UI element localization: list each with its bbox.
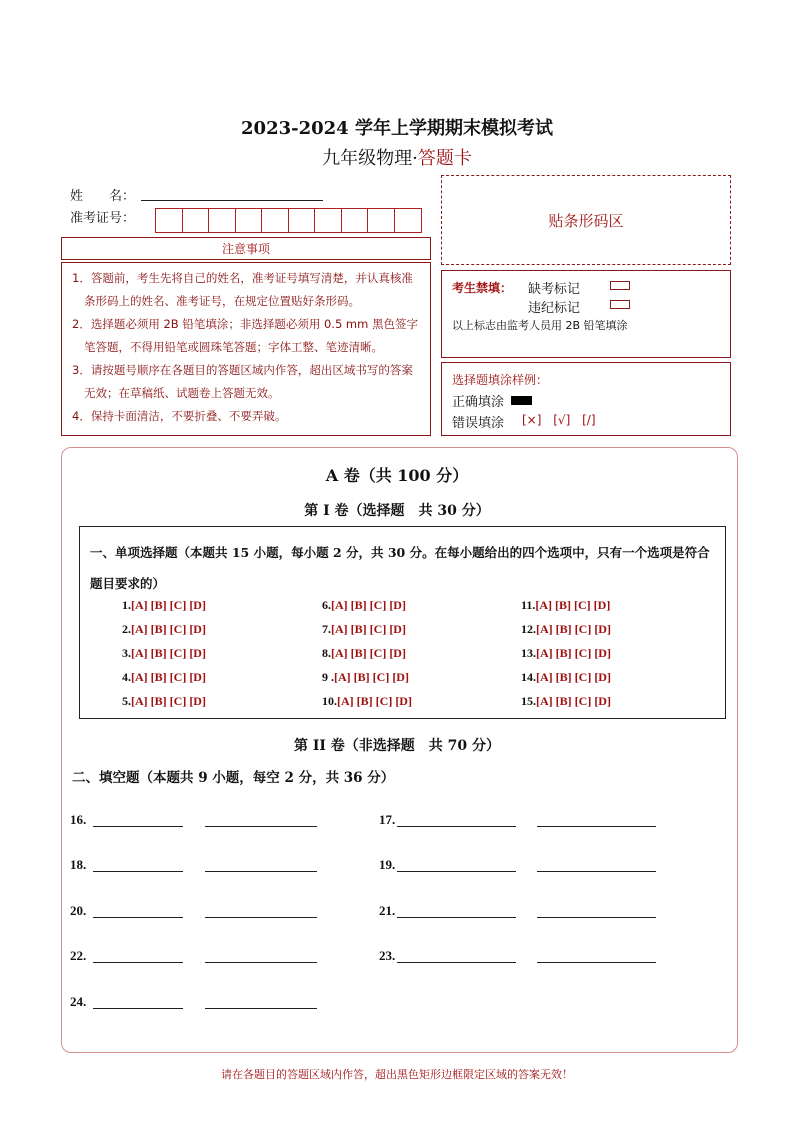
- question-number: 12.: [521, 622, 536, 636]
- absent-checkbox[interactable]: [610, 281, 630, 290]
- answer-blank[interactable]: [93, 826, 183, 827]
- answer-options[interactable]: [A] [B] [C] [D]: [331, 598, 406, 612]
- fill-question-number: 18.: [70, 857, 87, 872]
- exam-marks-note: 以上标志由监考人员用 2B 铅笔填涂: [452, 319, 628, 332]
- violation-checkbox[interactable]: [610, 300, 630, 309]
- answer-options[interactable]: [A] [B] [C] [D]: [536, 646, 611, 660]
- part2-title: 第 II 卷（非选择题 共 70 分）: [293, 738, 501, 754]
- subtitle-card: 答题卡: [417, 148, 472, 169]
- question-number: 10.: [322, 694, 337, 708]
- question-number: 3.: [122, 646, 131, 660]
- exam-marks-box: [441, 270, 731, 358]
- question-number: 1.: [122, 598, 131, 612]
- sample-title: 选择题填涂样例：: [452, 373, 549, 387]
- footer-warning: 请在各题目的答题区域内作答，超出黑色矩形边框限定区域的答案无效！: [221, 1068, 573, 1081]
- answer-blank[interactable]: [205, 871, 317, 872]
- answer-options[interactable]: [A] [B] [C] [D]: [131, 694, 206, 708]
- answer-blank[interactable]: [397, 917, 516, 918]
- barcode-label: 贴条形码区: [548, 211, 624, 230]
- mc-question[interactable]: [122, 598, 206, 613]
- question-number: 11.: [521, 598, 536, 612]
- mc-question[interactable]: [521, 670, 611, 685]
- notice-item: 4．保持卡面清洁，不要折叠、不要弄破。: [72, 409, 287, 423]
- id-number-boxes[interactable]: [155, 208, 422, 233]
- exam-marks-label: 考生禁填：: [452, 281, 513, 295]
- question-number: 6.: [322, 598, 331, 612]
- filled-mark-sample: [511, 396, 532, 405]
- part1-title: 第 I 卷（选择题 共 30 分）: [304, 503, 490, 519]
- answer-blank[interactable]: [397, 962, 516, 963]
- wrong-mark-check: [√]: [553, 413, 571, 427]
- name-label: 姓 名：: [70, 189, 136, 204]
- answer-options[interactable]: [A] [B] [C] [D]: [334, 670, 409, 684]
- wrong-mark-x: [×]: [522, 413, 542, 427]
- answer-blank[interactable]: [205, 917, 317, 918]
- question-number: 14.: [521, 670, 536, 684]
- fill-question-number: 19.: [379, 857, 396, 872]
- answer-options[interactable]: [A] [B] [C] [D]: [536, 622, 611, 636]
- fill-question-number: 24.: [70, 994, 87, 1009]
- fill-question-number: 21.: [379, 903, 396, 918]
- notice-item: 1．答题前，考生先将自己的姓名，准考证号填写清楚，并认真核准条形码上的姓名、准考证号，在规定位置贴好条形码。: [72, 271, 413, 308]
- answer-blank[interactable]: [537, 871, 656, 872]
- answer-options[interactable]: [A] [B] [C] [D]: [536, 694, 611, 708]
- question-number: 2.: [122, 622, 131, 636]
- fill-question-number: 20.: [70, 903, 87, 918]
- wrong-mark-slash: [/]: [582, 413, 596, 427]
- mc-question[interactable]: [322, 622, 406, 637]
- answer-blank[interactable]: [93, 917, 183, 918]
- fill-instructions: 二、填空题（本题共 9 小题，每空 2 分，共 36 分）: [72, 770, 395, 786]
- answer-options[interactable]: [A] [B] [C] [D]: [337, 694, 412, 708]
- mc-question[interactable]: [122, 670, 206, 685]
- fill-question-number: 17.: [379, 812, 396, 827]
- notice-title: 注意事项: [61, 237, 431, 260]
- answer-options[interactable]: [A] [B] [C] [D]: [131, 670, 206, 684]
- mc-question[interactable]: [322, 598, 406, 613]
- id-label: 准考证号：: [70, 211, 136, 226]
- answer-options[interactable]: [A] [B] [C] [D]: [131, 646, 206, 660]
- mc-question[interactable]: [521, 646, 611, 661]
- answer-blank[interactable]: [537, 917, 656, 918]
- answer-blank[interactable]: [537, 962, 656, 963]
- question-number: 15.: [521, 694, 536, 708]
- notice-item: 2．选择题必须用 2B 铅笔填涂；非选择题必须用 0.5 mm 黑色签字笔答题，不得用铅笔或圆珠笔答题；字体工整、笔迹清晰。: [72, 317, 418, 354]
- notice-item: 3．请按题号顺序在各题目的答题区域内作答，超出区域书写的答案无效；在草稿纸、试题卷上答题无效。: [72, 363, 413, 400]
- mc-question[interactable]: [322, 670, 409, 685]
- mc-question[interactable]: [521, 622, 611, 637]
- violation-label: 违纪标记: [528, 301, 581, 316]
- fill-question-number: 22.: [70, 948, 87, 963]
- mc-question[interactable]: [122, 694, 206, 709]
- answer-blank[interactable]: [205, 1008, 317, 1009]
- answer-options[interactable]: [A] [B] [C] [D]: [131, 622, 206, 636]
- answer-blank[interactable]: [397, 826, 516, 827]
- exam-title: 2023-2024 学年上学期期末模拟考试: [241, 118, 553, 139]
- mc-question[interactable]: [521, 694, 611, 709]
- answer-options[interactable]: [A] [B] [C] [D]: [535, 598, 611, 612]
- question-number: 9 .: [322, 670, 334, 684]
- fill-question-number: 16.: [70, 812, 87, 827]
- answer-blank[interactable]: [93, 871, 183, 872]
- answer-options[interactable]: [A] [B] [C] [D]: [536, 670, 611, 684]
- answer-options[interactable]: [A] [B] [C] [D]: [131, 598, 206, 612]
- mc-question[interactable]: [122, 646, 206, 661]
- mc-instructions: 一、单项选择题（本题共 15 小题，每小题 2 分，共 30 分。在每小题给出的四个选项中，只有一个选项是符合题目要求的）: [90, 545, 710, 591]
- wrong-marks: [522, 413, 596, 427]
- fill-question-number: 23.: [379, 948, 396, 963]
- correct-label: 正确填涂: [452, 395, 505, 410]
- question-number: 5.: [122, 694, 131, 708]
- answer-blank[interactable]: [397, 871, 516, 872]
- answer-options[interactable]: [A] [B] [C] [D]: [331, 622, 406, 636]
- answer-blank[interactable]: [93, 962, 183, 963]
- sample-box: [441, 362, 731, 436]
- subtitle-subject: 九年级物理·: [322, 148, 418, 169]
- answer-blank[interactable]: [93, 1008, 183, 1009]
- name-field[interactable]: [141, 200, 323, 201]
- question-number: 13.: [521, 646, 536, 660]
- absent-label: 缺考标记: [528, 282, 581, 297]
- answer-blank[interactable]: [537, 826, 656, 827]
- barcode-area: [441, 175, 731, 265]
- mc-question[interactable]: [521, 598, 610, 613]
- notice-box: [61, 262, 431, 436]
- question-number: 7.: [322, 622, 331, 636]
- wrong-label: 错误填涂: [452, 416, 505, 431]
- section-a-title: A 卷（共 100 分）: [325, 466, 469, 485]
- mc-question[interactable]: [122, 622, 206, 637]
- card-subtitle: [0, 144, 794, 170]
- mc-question[interactable]: [322, 646, 406, 661]
- question-number: 4.: [122, 670, 131, 684]
- mc-question[interactable]: [322, 694, 412, 709]
- question-number: 8.: [322, 646, 331, 660]
- answer-blank[interactable]: [205, 826, 317, 827]
- answer-options[interactable]: [A] [B] [C] [D]: [331, 646, 406, 660]
- answer-blank[interactable]: [205, 962, 317, 963]
